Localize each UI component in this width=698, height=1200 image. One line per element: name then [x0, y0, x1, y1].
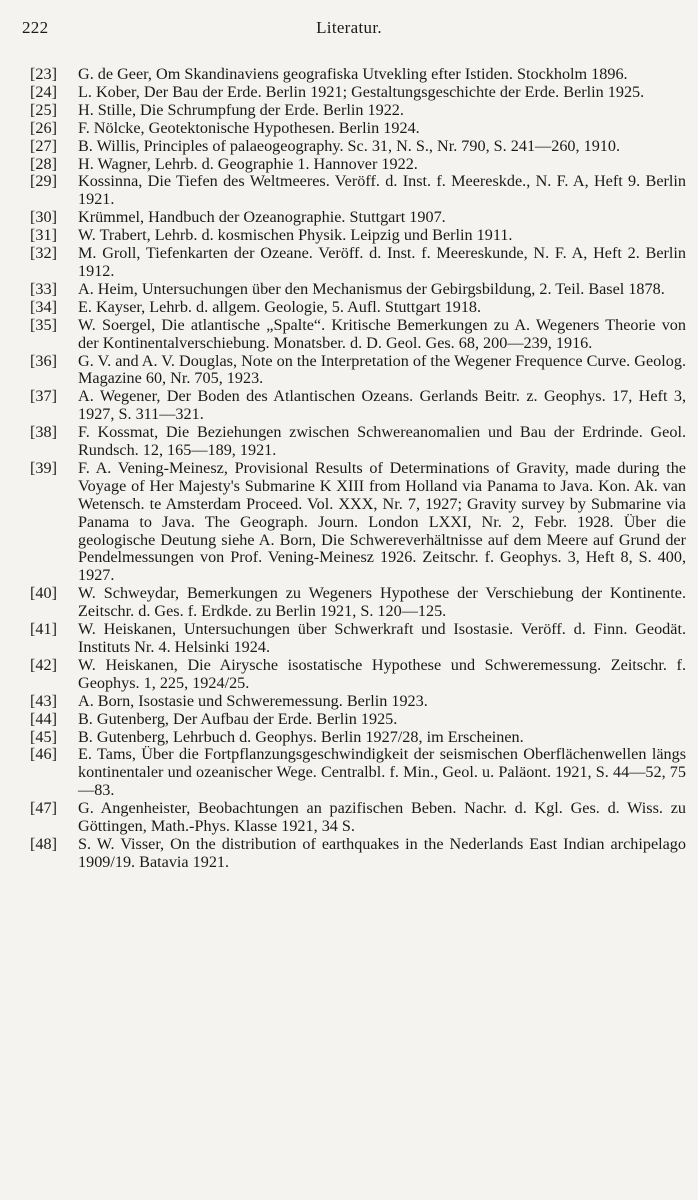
- reference-text: F. Kossmat, Die Beziehungen zwischen Schwereanomalien und Bau der Erdrinde. Geol. Rundsch. 12, 165—189, 1921.: [78, 423, 686, 460]
- reference-text: M. Groll, Tiefenkarten der Ozeane. Veröff. d. Inst. f. Meereskunde, N. F. A, Heft 2. Berlin 1912.: [78, 244, 686, 280]
- reference-entry: [30, 621, 686, 657]
- reference-text: B. Gutenberg, Der Aufbau der Erde. Berlin 1925.: [78, 709, 398, 728]
- reference-number: [46]: [30, 745, 57, 764]
- reference-number: [44]: [30, 709, 57, 728]
- reference-number: [28]: [30, 154, 57, 173]
- reference-text: G. Angenheister, Beobachtungen an pazifischen Beben. Nachr. d. Kgl. Ges. d. Wiss. zu Göttingen, Math.-Phys. Klasse 1921, 34 S.: [78, 799, 686, 836]
- reference-number: [32]: [30, 244, 57, 263]
- reference-entry: [30, 729, 686, 747]
- reference-entry: [30, 245, 686, 281]
- reference-entry: [30, 66, 686, 84]
- reference-number: [31]: [30, 226, 57, 245]
- reference-entry: [30, 138, 686, 156]
- reference-text: G. V. and A. V. Douglas, Note on the Interpretation of the Wegener Frequence Curve. Geolog. Magazine 60, Nr. 705, 1923.: [78, 351, 686, 388]
- reference-text: G. de Geer, Om Skandinaviens geografiska Utvekling efter Istiden. Stockholm 1896.: [78, 65, 628, 83]
- reference-entry: [30, 800, 686, 836]
- reference-entry: [30, 585, 686, 621]
- reference-entry: [30, 836, 686, 872]
- reference-number: [37]: [30, 387, 57, 406]
- reference-entry: [30, 317, 686, 353]
- reference-text: W. Soergel, Die atlantische „Spalte“. Kritische Bemerkungen zu A. Wegeners Theorie von der Kontinentalverschiebung. Monatsber. d. D. Geol. Ges. 68, 200—239, 1916.: [78, 315, 686, 352]
- reference-text: H. Stille, Die Schrumpfung der Erde. Berlin 1922.: [78, 100, 404, 119]
- reference-text: W. Heiskanen, Untersuchungen über Schwerkraft und Isostasie. Veröff. d. Finn. Geodät. Instituts Nr. 4. Helsinki 1924.: [78, 620, 686, 656]
- reference-number: [39]: [30, 458, 57, 477]
- reference-entry: [30, 156, 686, 174]
- reference-entry: [30, 120, 686, 138]
- reference-number: [23]: [30, 65, 57, 83]
- reference-text: A. Heim, Untersuchungen über den Mechanismus der Gebirgsbildung, 2. Teil. Basel 1878.: [78, 279, 665, 298]
- reference-number: [45]: [30, 727, 57, 746]
- reference-entry: [30, 746, 686, 800]
- page-header: [22, 18, 676, 42]
- reference-text: Kossinna, Die Tiefen des Weltmeeres. Veröff. d. Inst. f. Meereskde., N. F. A, Heft 9. Berlin 1921.: [78, 172, 686, 209]
- reference-text: W. Trabert, Lehrb. d. kosmischen Physik. Leipzig und Berlin 1911.: [78, 226, 513, 245]
- reference-number: [34]: [30, 297, 57, 316]
- reference-number: [41]: [30, 620, 57, 639]
- reference-entry: [30, 299, 686, 317]
- reference-text: Krümmel, Handbuch der Ozeanographie. Stuttgart 1907.: [78, 208, 446, 227]
- reference-text: W. Schweydar, Bemerkungen zu Wegeners Hypothese der Verschiebung der Kontinente. Zeitschr. d. Ges. f. Erdkde. zu Berlin 1921, S. 120—125.: [78, 584, 686, 621]
- reference-number: [30]: [30, 208, 57, 227]
- reference-number: [48]: [30, 834, 57, 853]
- reference-text: A. Born, Isostasie und Schweremessung. Berlin 1923.: [78, 691, 428, 710]
- reference-entry: [30, 173, 686, 209]
- reference-entry: [30, 424, 686, 460]
- reference-number: [25]: [30, 100, 57, 119]
- reference-number: [26]: [30, 118, 57, 137]
- reference-number: [29]: [30, 172, 57, 191]
- running-title: Literatur.: [316, 18, 382, 37]
- reference-text: F. Nölcke, Geotektonische Hypothesen. Berlin 1924.: [78, 118, 420, 137]
- reference-entry: [30, 353, 686, 389]
- reference-entry: [30, 84, 686, 102]
- reference-number: [38]: [30, 423, 57, 442]
- reference-number: [24]: [30, 82, 57, 101]
- reference-entry: [30, 227, 686, 245]
- reference-text: L. Kober, Der Bau der Erde. Berlin 1921; Gestaltungsgeschichte der Erde. Berlin 1925.: [78, 82, 645, 101]
- reference-entry: [30, 281, 686, 299]
- reference-entry: [30, 209, 686, 227]
- reference-text: B. Willis, Principles of palaeogeography. Sc. 31, N. S., Nr. 790, S. 241—260, 1910.: [78, 136, 621, 155]
- reference-number: [35]: [30, 315, 57, 334]
- reference-number: [47]: [30, 799, 57, 818]
- reference-number: [42]: [30, 655, 57, 674]
- page-number: 222: [22, 18, 49, 37]
- reference-number: [27]: [30, 136, 57, 155]
- reference-entry: [30, 711, 686, 729]
- reference-entry: [30, 102, 686, 120]
- reference-entry: [30, 388, 686, 424]
- reference-entry: [30, 460, 686, 585]
- reference-number: [40]: [30, 584, 57, 603]
- reference-number: [36]: [30, 351, 57, 370]
- reference-text: A. Wegener, Der Boden des Atlantischen Ozeans. Gerlands Beitr. z. Geophys. 17, Heft 3, 1927, S. 311—321.: [78, 387, 686, 424]
- reference-list: [30, 66, 686, 872]
- reference-text: E. Kayser, Lehrb. d. allgem. Geologie, 5. Aufl. Stuttgart 1918.: [78, 297, 482, 316]
- reference-text: H. Wagner, Lehrb. d. Geographie 1. Hannover 1922.: [78, 154, 418, 173]
- reference-number: [33]: [30, 279, 57, 298]
- reference-text: B. Gutenberg, Lehrbuch d. Geophys. Berlin 1927/28, im Erscheinen.: [78, 727, 524, 746]
- reference-number: [43]: [30, 691, 57, 710]
- reference-entry: [30, 657, 686, 693]
- reference-text: S. W. Visser, On the distribution of earthquakes in the Nederlands East Indian archipelago 1909/19. Batavia 1921.: [78, 834, 686, 871]
- reference-entry: [30, 693, 686, 711]
- reference-text: F. A. Vening-Meinesz, Provisional Results of Determinations of Gravity, made during the Voyage of Her Majesty's Submarine K XIII from Holland via Panama to Java. Kon. Ak. van Wetensch. te Amsterdam Proceed. Vol. XXX, Nr. 7, 1927; Gravity survey by Submarine via Panama to Java. The Geograph. Journ. London LXXI, Nr. 2, Febr. 1928. Über die geologische Deutung siehe A. Born, Die Schwereverhältnisse auf dem Meere auf Grund der Pendelmessungen von Prof. Vening-Meinesz 1926. Zeitschr. f. Geophys. 3, Heft 8, S. 400, 1927.: [78, 458, 686, 585]
- reference-text: W. Heiskanen, Die Airysche isostatische Hypothese und Schweremessung. Zeitschr. f. Geophys. 1, 225, 1924/25.: [78, 655, 686, 692]
- reference-text: E. Tams, Über die Fortpflanzungsgeschwindigkeit der seismischen Oberflächenwellen längs kontinentaler und ozeanischer Wege. Centralbl. f. Min., Geol. u. Paläont. 1921, S. 44—52, 75—83.: [78, 745, 686, 800]
